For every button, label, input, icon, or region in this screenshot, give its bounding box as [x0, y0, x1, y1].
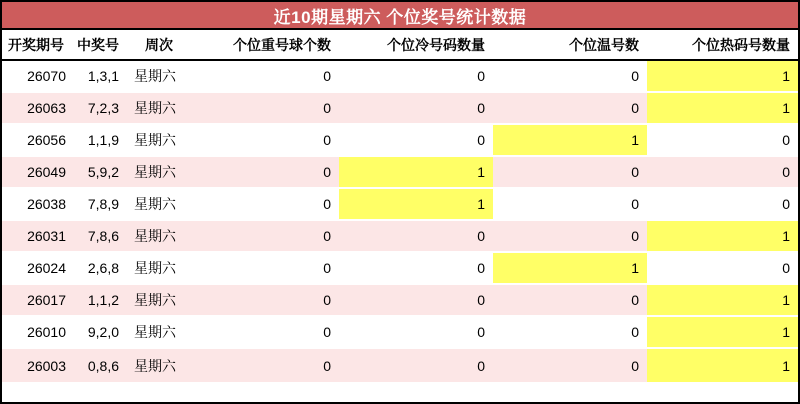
cell-cold_count: 1 — [339, 156, 493, 188]
cell-cold_count: 0 — [339, 316, 493, 348]
cell-winning_number: 1,3,1 — [74, 60, 127, 92]
table-row — [2, 316, 798, 348]
table-row — [2, 60, 798, 92]
cell-warm_count: 0 — [493, 188, 647, 220]
cell-period: 26070 — [2, 60, 74, 92]
cell-hot_count: 1 — [647, 60, 798, 92]
cell-period: 26031 — [2, 220, 74, 252]
cell-cold_count: 0 — [339, 124, 493, 156]
cell-cold_count: 0 — [339, 252, 493, 284]
cell-repeat_count: 0 — [192, 252, 339, 284]
cell-hot_count: 0 — [647, 124, 798, 156]
cell-cold_count: 0 — [339, 92, 493, 124]
column-header-hot_count: 个位热码号数量 — [647, 30, 798, 60]
cell-period: 26024 — [2, 252, 74, 284]
cell-cold_count: 0 — [339, 60, 493, 92]
cell-weekday: 星期六 — [127, 284, 192, 316]
cell-hot_count: 0 — [647, 188, 798, 220]
column-header-warm_count: 个位温号数 — [493, 30, 647, 60]
cell-repeat_count: 0 — [192, 284, 339, 316]
cell-period: 26017 — [2, 284, 74, 316]
cell-warm_count: 0 — [493, 92, 647, 124]
cell-winning_number: 0,8,6 — [74, 348, 127, 382]
cell-period: 26038 — [2, 188, 74, 220]
cell-winning_number: 7,8,9 — [74, 188, 127, 220]
cell-warm_count: 0 — [493, 156, 647, 188]
cell-warm_count: 0 — [493, 316, 647, 348]
cell-hot_count: 1 — [647, 220, 798, 252]
column-header-repeat_count: 个位重号球个数 — [192, 30, 339, 60]
cell-weekday: 星期六 — [127, 92, 192, 124]
cell-winning_number: 7,2,3 — [74, 92, 127, 124]
column-header-cold_count: 个位冷号码数量 — [339, 30, 493, 60]
panel-title: 近10期星期六 个位奖号统计数据 — [2, 2, 798, 30]
cell-cold_count: 0 — [339, 348, 493, 382]
cell-weekday: 星期六 — [127, 316, 192, 348]
cell-warm_count: 0 — [493, 348, 647, 382]
cell-weekday: 星期六 — [127, 220, 192, 252]
cell-hot_count: 0 — [647, 156, 798, 188]
cell-weekday: 星期六 — [127, 252, 192, 284]
cell-repeat_count: 0 — [192, 316, 339, 348]
cell-repeat_count: 0 — [192, 220, 339, 252]
cell-repeat_count: 0 — [192, 348, 339, 382]
cell-winning_number: 5,9,2 — [74, 156, 127, 188]
column-header-winning_number: 中奖号 — [74, 30, 127, 60]
cell-weekday: 星期六 — [127, 188, 192, 220]
cell-weekday: 星期六 — [127, 156, 192, 188]
cell-weekday: 星期六 — [127, 348, 192, 382]
stats-table — [2, 30, 798, 382]
cell-hot_count: 1 — [647, 348, 798, 382]
table-body — [2, 60, 798, 382]
cell-period: 26056 — [2, 124, 74, 156]
table-row — [2, 220, 798, 252]
column-header-weekday: 周次 — [127, 30, 192, 60]
cell-winning_number: 2,6,8 — [74, 252, 127, 284]
cell-cold_count: 0 — [339, 220, 493, 252]
table-row — [2, 188, 798, 220]
cell-cold_count: 0 — [339, 284, 493, 316]
cell-warm_count: 1 — [493, 124, 647, 156]
table-row — [2, 156, 798, 188]
cell-warm_count: 0 — [493, 220, 647, 252]
cell-repeat_count: 0 — [192, 60, 339, 92]
cell-winning_number: 1,1,2 — [74, 284, 127, 316]
cell-weekday: 星期六 — [127, 60, 192, 92]
cell-winning_number: 1,1,9 — [74, 124, 127, 156]
cell-hot_count: 1 — [647, 316, 798, 348]
cell-hot_count: 1 — [647, 284, 798, 316]
cell-warm_count: 0 — [493, 284, 647, 316]
cell-weekday: 星期六 — [127, 124, 192, 156]
cell-cold_count: 1 — [339, 188, 493, 220]
cell-warm_count: 0 — [493, 60, 647, 92]
cell-repeat_count: 0 — [192, 156, 339, 188]
table-row — [2, 284, 798, 316]
cell-hot_count: 0 — [647, 252, 798, 284]
cell-repeat_count: 0 — [192, 188, 339, 220]
table-row — [2, 92, 798, 124]
cell-warm_count: 1 — [493, 252, 647, 284]
table-row — [2, 124, 798, 156]
table-row — [2, 348, 798, 382]
cell-period: 26049 — [2, 156, 74, 188]
cell-hot_count: 1 — [647, 92, 798, 124]
table-row — [2, 252, 798, 284]
cell-winning_number: 7,8,6 — [74, 220, 127, 252]
cell-period: 26063 — [2, 92, 74, 124]
table-header-row — [2, 30, 798, 60]
cell-period: 26003 — [2, 348, 74, 382]
cell-period: 26010 — [2, 316, 74, 348]
cell-repeat_count: 0 — [192, 124, 339, 156]
column-header-period: 开奖期号 — [2, 30, 74, 60]
cell-winning_number: 9,2,0 — [74, 316, 127, 348]
cell-repeat_count: 0 — [192, 92, 339, 124]
